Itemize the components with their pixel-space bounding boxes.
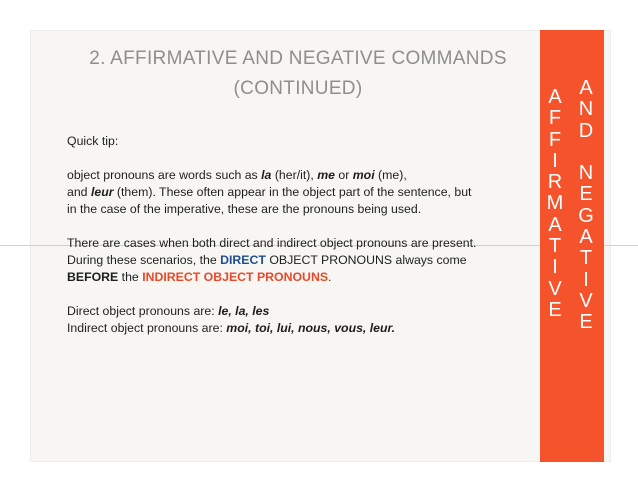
before-emphasis: BEFORE	[67, 270, 119, 284]
text: (me),	[374, 168, 407, 182]
direct-highlight: DIRECT	[220, 253, 266, 267]
text: .	[328, 270, 332, 284]
text: During these scenarios, the	[67, 253, 221, 267]
vertical-letter: R	[547, 171, 563, 194]
vertical-letter: N	[578, 162, 594, 185]
paragraph-2-line-3	[67, 269, 527, 286]
pronoun-moi: moi	[352, 168, 375, 182]
direct-pronouns-line	[67, 303, 527, 320]
vertical-letter	[573, 142, 599, 163]
vertical-letter: F	[548, 128, 562, 151]
vertical-letter: I	[552, 256, 558, 279]
indirect-pronoun-list: moi, toi, lui, nous, vous, leur.	[226, 321, 396, 335]
vertical-letter: G	[578, 204, 594, 227]
vertical-letter: A	[579, 77, 593, 99]
indirect-highlight: INDIRECT OBJECT PRONOUNS	[142, 270, 329, 284]
text: (her/it),	[271, 168, 318, 182]
pronoun-la: la	[261, 168, 272, 182]
pronoun-me: me	[317, 168, 335, 182]
slide-title	[56, 44, 540, 104]
vertical-letter: V	[579, 289, 593, 312]
paragraph-2-line-1: There are cases when both direct and indirect object pronouns are present.	[67, 236, 477, 250]
slide-body	[67, 133, 527, 337]
vertical-letter: E	[579, 183, 593, 206]
indirect-pronouns-line	[67, 320, 527, 337]
vertical-word-and-negative	[573, 78, 599, 334]
text: (them). These often appear in the object part of the sentence, but	[113, 185, 472, 199]
vertical-letter: E	[548, 298, 562, 321]
quick-tip-label: Quick tip:	[67, 134, 119, 148]
vertical-letter: M	[546, 192, 564, 215]
vertical-letter: N	[578, 98, 594, 121]
vertical-letter: I	[583, 268, 589, 291]
text: Indirect object pronouns are:	[67, 321, 227, 335]
vertical-title-bar	[540, 30, 604, 462]
title-line-2: (CONTINUED)	[233, 78, 363, 99]
vertical-letter: A	[548, 213, 562, 236]
paragraph-1-line-2	[67, 184, 527, 201]
paragraph-1-line-1	[67, 167, 527, 184]
text: and	[67, 185, 91, 199]
vertical-letter: F	[548, 107, 562, 130]
paragraph-1-line-3: in the case of the imperative, these are the pronouns being used.	[67, 202, 422, 216]
vertical-letter: T	[548, 235, 562, 258]
vertical-letter: T	[579, 247, 593, 270]
pronoun-leur: leur	[90, 185, 114, 199]
text: object pronouns are words such as	[67, 168, 262, 182]
text: OBJECT PRONOUNS always come	[265, 253, 467, 267]
vertical-letter: E	[579, 311, 593, 334]
vertical-letter: D	[578, 119, 594, 142]
vertical-letter: A	[579, 226, 593, 249]
paragraph-2-line-2	[67, 252, 527, 269]
text: or	[334, 168, 353, 182]
vertical-letter: V	[548, 277, 562, 300]
text: the	[118, 270, 143, 284]
vertical-letter: I	[552, 149, 558, 172]
vertical-word-affirmative	[542, 87, 568, 321]
title-line-1: 2. AFFIRMATIVE AND NEGATIVE COMMANDS	[89, 48, 507, 69]
direct-pronoun-list: le, la, les	[218, 304, 270, 318]
vertical-letter: A	[548, 86, 562, 108]
text: Direct object pronouns are:	[67, 304, 219, 318]
